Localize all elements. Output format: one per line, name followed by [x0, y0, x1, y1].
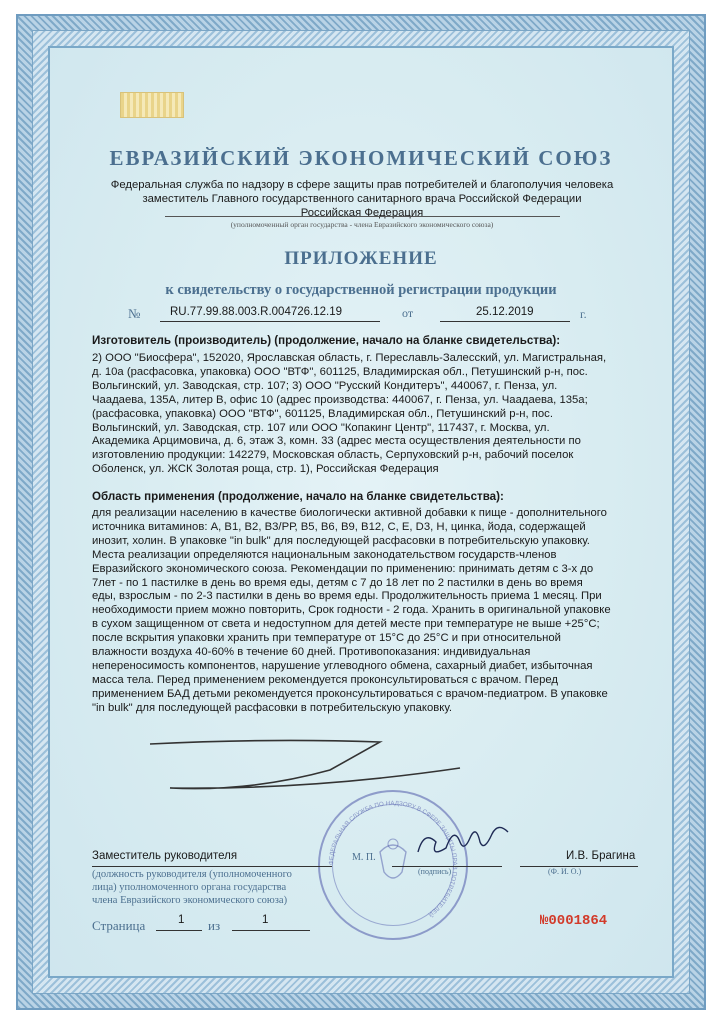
authority-line-1: Федеральная служба по надзору в сфере защиты прав потребителей и благополучия человека [110, 179, 614, 191]
scope-line: после вскрытия упаковки хранить при температуре от 15°С до 25°С и при относительной [92, 632, 561, 645]
document-heading: ПРИЛОЖЕНИЕ [284, 248, 438, 269]
serial-number: №0001864 [540, 913, 608, 929]
position-caption-line: члена Евразийского экономического союза) [92, 895, 288, 906]
authority-caption: (уполномоченный орган государства - члена Евразийского экономического союза) [230, 220, 494, 229]
manufacturer-line: Академика Арцимовича, д. 6, этаж 3, комн. 33 (адрес места осуществления деятельности по [92, 435, 581, 448]
manufacturer-line: Оболенск, ул. ЖСК Золотая роща, стр. 1), Российская Федерация [92, 463, 439, 476]
scope-line: еды, взрослым - по 2-3 пастилки в день во время еды. Продолжительность приема 1 месяц. При [92, 590, 602, 603]
hologram-sticker [120, 92, 184, 118]
signatory-position: Заместитель руководителя [92, 850, 238, 862]
scope-line: необходимости прием можно повторить, Срок годности - 2 года. Хранить в оригинальной упаковке [92, 604, 611, 617]
scope-line: применением БАД детьми рекомендуется проконсультироваться с врачом-педиатром. В упаковке [92, 687, 608, 700]
name-caption: (Ф. И. О.) [548, 867, 582, 876]
number-prefix: № [128, 306, 141, 321]
scope-line: масса тела. Перед применением рекомендуется проконсультироваться с врачом. Перед [92, 673, 558, 686]
authority-line-3: Российская Федерация [300, 207, 424, 219]
scope-line: для реализации населению в качестве биологически активной добавки к пище - дополнительного [92, 507, 607, 519]
mp-mark: М. П. [352, 852, 376, 863]
scope-line: Места реализации определяются национальным законодательством государств-членов [92, 548, 557, 561]
manufacturer-line: Чаадаева, 135А, литер В, офис 10 (адрес производства: 440067, г. Пенза, ул. Чаадаева, 135а; [92, 393, 588, 406]
authority-underline [165, 216, 560, 217]
union-title: ЕВРАЗИЙСКИЙ ЭКОНОМИЧЕСКИЙ СОЮЗ [109, 146, 613, 170]
manufacturer-line: Вольгинский, ул. Заводская, стр. 107 или ООО "Копакинг Центр", 117437, г. Москва, ул. [92, 421, 550, 434]
z-cancellation-mark [130, 730, 550, 800]
scope-line: инозит, холин. В упаковке "in bulk" для последующей расфасовки в потребительскую упаковку. [92, 534, 590, 547]
manufacturer-line: изготовлению продукции: 142279, Московская область, Серпуховский р-н, рабочий поселок [92, 449, 574, 462]
position-underline [92, 866, 332, 867]
page-total: 1 [262, 914, 269, 926]
scope-line: источника витаминов: А, В1, В2, В3/РР, В5, В6, В9, В12, С, Е, D3, Н, цинка, йода, содержащей [92, 520, 586, 533]
z-stroke [150, 740, 460, 788]
authority-line-2: заместитель Главного государственного санитарного врача Российской Федерации [142, 193, 582, 205]
scope-line: Евразийского экономического союза. Рекомендации по применению: принимать детям с 3-х до [92, 562, 594, 575]
page-current: 1 [178, 914, 185, 926]
scope-line: "in bulk" для последующей расфасовки в потребительскую упаковку. [92, 701, 453, 714]
scope-line: в сухом защищенном от света и недоступном для детей месте при температуре не выше +25°С; [92, 618, 600, 631]
scope-text [92, 507, 652, 716]
page-total-underline [232, 930, 310, 931]
stamp-ring-path: ФЕДЕРАЛЬНАЯ СЛУЖБА ПО НАДЗОРУ В СФЕРЕ ЗАЩИТЫ ПРАВ ПОТРЕБИТЕЛЕЙ [327, 799, 459, 918]
manufacturer-line: (расфасовка, упаковка) ООО "ВТФ", 601125, Владимирская обл., Петушинский р-н, пос. [92, 407, 553, 420]
date-prefix: от [402, 306, 414, 320]
manufacturer-text [92, 352, 652, 477]
manufacturer-line: 2) ООО "Биосфера", 152020, Ярославская область, г. Переславль-Залесский, ул. Магистральная, [92, 352, 607, 364]
signature-caption: (подпись) [418, 867, 452, 876]
signature-stroke [418, 827, 508, 852]
number-underline [160, 321, 380, 322]
document-subheading: к свидетельству о государственной регистрации продукции [165, 282, 557, 298]
manufacturer-line: Вольгинский, ул. Заводская, стр. 107; 3) ООО "Русский Кондитеръ", 440067, г. Пенза, ул. [92, 379, 558, 392]
page-label: Страница [92, 918, 146, 933]
registration-date: 25.12.2019 [476, 306, 534, 318]
date-underline [440, 321, 570, 322]
signatory-name: И.В. Брагина [566, 850, 636, 862]
registration-number: RU.77.99.88.003.R.004726.12.19 [170, 306, 342, 318]
manufacturer-label: Изготовитель (производитель) (продолжение, начало на бланке свидетельства): [92, 334, 561, 347]
handwritten-signature [408, 818, 518, 868]
scope-line: влажности воздуха 40-60% в течение 60 дней. Противопоказания: индивидуальная [92, 646, 531, 659]
scope-line: 7лет - по 1 пастилке в день во время еды, детям с 7 до 18 лет по 2 пастилки в день во время [92, 576, 583, 589]
page-current-underline [156, 930, 202, 931]
date-suffix: г. [580, 307, 587, 321]
scope-line: непереносимость компонентов, нарушение углеводного обмена, сахарный диабет, избыточная [92, 659, 593, 672]
position-caption-line: (должность руководителя (уполномоченного [92, 869, 292, 880]
manufacturer-line: д. 10а (расфасовка, упаковка) ООО "ВТФ", 601125, Владимирская обл., Петушинский р-н, пос. [92, 365, 588, 378]
position-caption [92, 868, 292, 907]
scope-label: Область применения (продолжение, начало на бланке свидетельства): [92, 490, 504, 503]
position-caption-line: лица) уполномоченного органа государства [92, 882, 287, 893]
page-of: из [208, 918, 221, 933]
